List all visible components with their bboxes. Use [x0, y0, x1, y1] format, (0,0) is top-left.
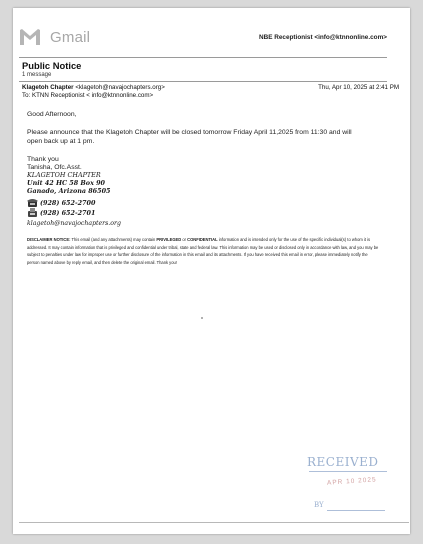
telephone-icon — [27, 198, 38, 207]
disclaimer-privileged: PRIVILEGED — [156, 237, 182, 242]
stamp-title: RECEIVED — [307, 455, 379, 469]
gmail-logo-icon — [19, 28, 41, 46]
sender-name: Klagetoh Chapter — [22, 84, 74, 91]
sender-line — [22, 84, 165, 91]
signature-fax: (928) 652-2701 — [40, 209, 96, 217]
disclaimer-text-1: This email (and any attachments) may contain — [70, 237, 157, 242]
disclaimer-label: DISCLAIMER NOTICE: — [27, 237, 71, 242]
scan-speck — [201, 317, 203, 319]
message-body: Please announce that the Klagetoh Chapter will be closed tomorrow Friday April 11,2025 from 11:30 and will open back up at 1 pm. — [27, 129, 352, 145]
message-count: 1 message — [22, 72, 52, 78]
disclaimer-confidential: CONFIDENTIAL — [187, 237, 218, 242]
sender-email: <klagetoh@navajochapters.org> — [75, 84, 165, 91]
stamp-by: BY — [314, 501, 324, 509]
subject-divider — [19, 81, 387, 82]
header-divider — [19, 57, 387, 58]
greeting: Good Afternoon, — [27, 111, 77, 118]
signer-name: Tanisha, Ofc.Asst. — [27, 164, 82, 171]
signature-phone: (928) 652-2700 — [40, 199, 96, 207]
email-print-header — [19, 26, 387, 56]
recipient-line: To: KTNN Receptionist < info@ktnnonline.com> — [22, 92, 154, 99]
signature-address-2: Ganado, Arizona 86505 — [27, 187, 111, 195]
disclaimer-or: or — [181, 237, 188, 242]
account-address: NBE Receptionist <info@ktnnonline.com> — [258, 34, 387, 41]
gmail-brand: Gmail — [50, 29, 91, 46]
closing: Thank you — [27, 156, 59, 163]
fax-icon — [27, 208, 38, 217]
message-date: Thu, Apr 10, 2025 at 2:41 PM — [318, 84, 399, 91]
stamp-date: APR 10 2025 — [326, 476, 377, 487]
disclaimer-text-2: information and is intended only for the use of the specific individual(s) to whom it is addressed. It may contain information that is privileged and confidential under tribal, state and federal law. This information may be used or disclosed only in accordance with law, and you may be subject to penalties under law for improper use or further disclosure of the information in this email and its attachments. If you have received this email in error, please immediately notify the person named above by reply email, and then delete the original email. Thank you! — [27, 237, 379, 265]
received-stamp — [297, 455, 397, 520]
signature-org: KLAGETOH CHAPTER — [27, 171, 101, 179]
signature-email: klagetoh@navajochapters.org — [27, 220, 121, 227]
stamp-rule — [309, 471, 387, 472]
stamp-signature-line — [327, 510, 385, 511]
thread-subject: Public Notice — [22, 60, 82, 71]
signature-address-1: Unit 42 HC 58 Box 90 — [27, 179, 106, 187]
page-bottom-rule — [19, 522, 409, 523]
disclaimer-notice — [27, 236, 379, 266]
